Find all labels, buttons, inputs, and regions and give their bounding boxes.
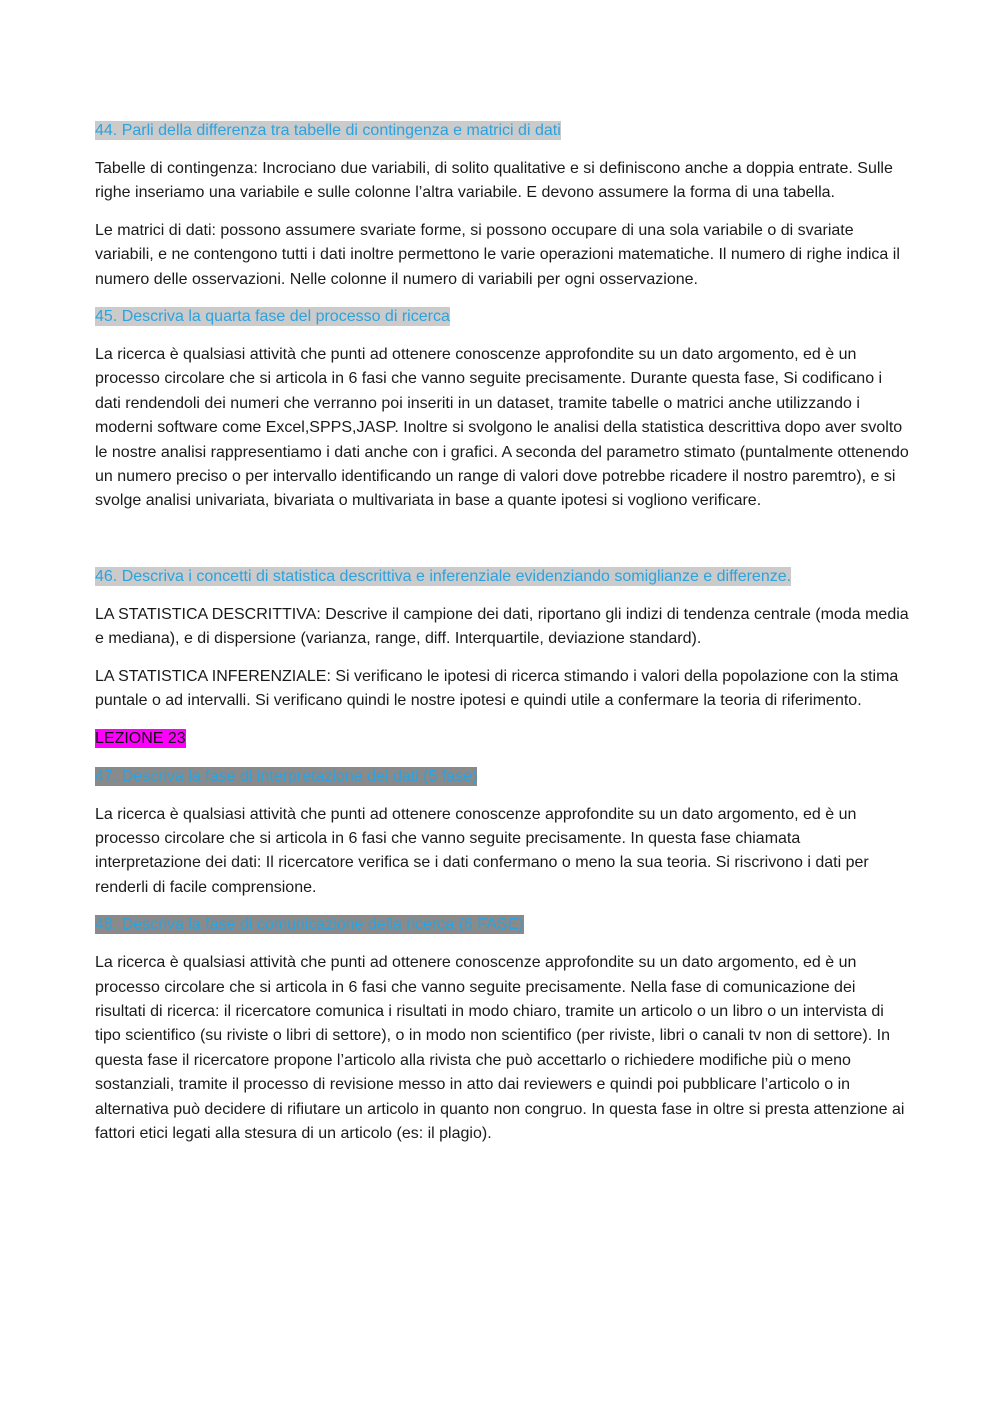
- blank-line: [95, 527, 910, 565]
- lesson-label: LEZIONE 23: [95, 729, 186, 747]
- paragraph-fourth-phase: La ricerca è qualsiasi attività che punti ad ottenere conoscenze approfondite su un dato argomento, ed è un processo circolare che si articola in 6 fasi che vanno seguite precisamente. Durante questa fase, Si codificano i dati rendendoli dei numeri che verranno poi inseriti in un dataset, tramite tabelle o matrici anche utilizzando i moderni software come Excel,SPPS,JASP. Inoltre si svolgono le analisi della statistica descrittiva dopo aver svolto le nostre analisi rappresentiamo i dati anche con i grafici. A seconda del parametro stimato (puntalmente ottenendo un numero preciso o per intervallo identificando un range di valori dove potrebbe ricadere il nostro paremtro), e si svolge analisi univariata, bivariata o multivariata in base a quante ipotesi si vogliono verificare.: [95, 346, 909, 510]
- question-heading-46: [95, 565, 910, 589]
- question-heading-48: [95, 913, 910, 937]
- lesson-heading: [95, 727, 910, 751]
- paragraph-interpretation-phase: La ricerca è qualsiasi attività che punti ad ottenere conoscenze approfondite su un dato argomento, ed è un processo circolare che si articola in 6 fasi che vanno seguite precisamente. In questa fase chiamata interpretazione dei dati: Il ricercatore verifica se i dati confermano o meno la sua teoria. Si riscrivono i dati per renderli di facile comprensione.: [95, 805, 869, 896]
- paragraph-communication-phase: La ricerca è qualsiasi attività che punti ad ottenere conoscenze approfondite su un dato argomento, ed è un processo circolare che si articola in 6 fasi che vanno seguite precisamente. Nella fase di comunicazione dei risultati di ricerca: il ricercatore comunica i risultati in modo chiaro, tramite un articolo o un libro o un intervista di tipo scientifico (su riviste o libri di settore), o in modo non scientifico (per riviste, libri o canali tv non di settore). In questa fase il ricercatore propone l’articolo alla rivista che può accettarlo o richiedere modifiche più o meno sostanziali, tramite il processo di revisione messo in atto dai reviewers e quindi poi pubblicare l’articolo o in alternativa può decidere di rifiutare un articolo in quanto non congruo. In questa fase in oltre si presta attenzione ai fattori etici legati alla stesura di un articolo (es: il plagio).: [95, 954, 905, 1142]
- paragraph-contingency-tables: Tabelle di contingenza: Incrociano due variabili, di solito qualitative e si definiscono anche a doppia entrate. Sulle righe inseriamo una variabile e sulle colonne l’altra variabile. E devono assumere la forma di una tabella.: [95, 160, 893, 202]
- question-heading-47: [95, 765, 910, 789]
- paragraph-descriptive-statistics: LA STATISTICA DESCRITTIVA: Descrive il campione dei dati, riportano gli indizi di tendenza centrale (moda media e mediana), e di dispersione (varianza, range, diff. Interquartile, deviazione standard).: [95, 605, 909, 648]
- question-45-text: 45. Descriva la quarta fase del processo di ricerca: [95, 308, 450, 326]
- question-heading-45: [95, 305, 910, 329]
- question-48-text: 48. Descriva la fase di comunicazione della ricerca (6 FASE): [95, 916, 524, 934]
- question-44-text: 44. Parli della differenza tra tabelle di contingenza e matrici di dati: [95, 122, 561, 139]
- question-heading-44: [95, 119, 910, 143]
- question-47-text: 47. Descriva la fase di interpretazione dei dati (5 fase): [95, 767, 478, 785]
- question-46-text: 46. Descriva i concetti di statistica descrittiva e inferenziale evidenziando somiglianze e differenze.: [95, 567, 792, 585]
- paragraph-inferential-statistics: LA STATISTICA INFERENZIALE: Si verificano le ipotesi di ricerca stimando i valori della popolazione con la stima puntale o ad intervalli. Si verificano quindi le nostre ipotesi e quindi utile a confermare la teoria di riferimento.: [95, 667, 899, 710]
- paragraph-data-matrices: Le matrici di dati: possono assumere svariate forme, si possono occupare di una sola variabile o di svariate variabili, e ne contengono tutti i dati inoltre permettono le varie operazioni matematiche. Il numero di righe indica il numero delle osservazioni. Nelle colonne il numero di variabili per ogni osservazione.: [95, 221, 900, 288]
